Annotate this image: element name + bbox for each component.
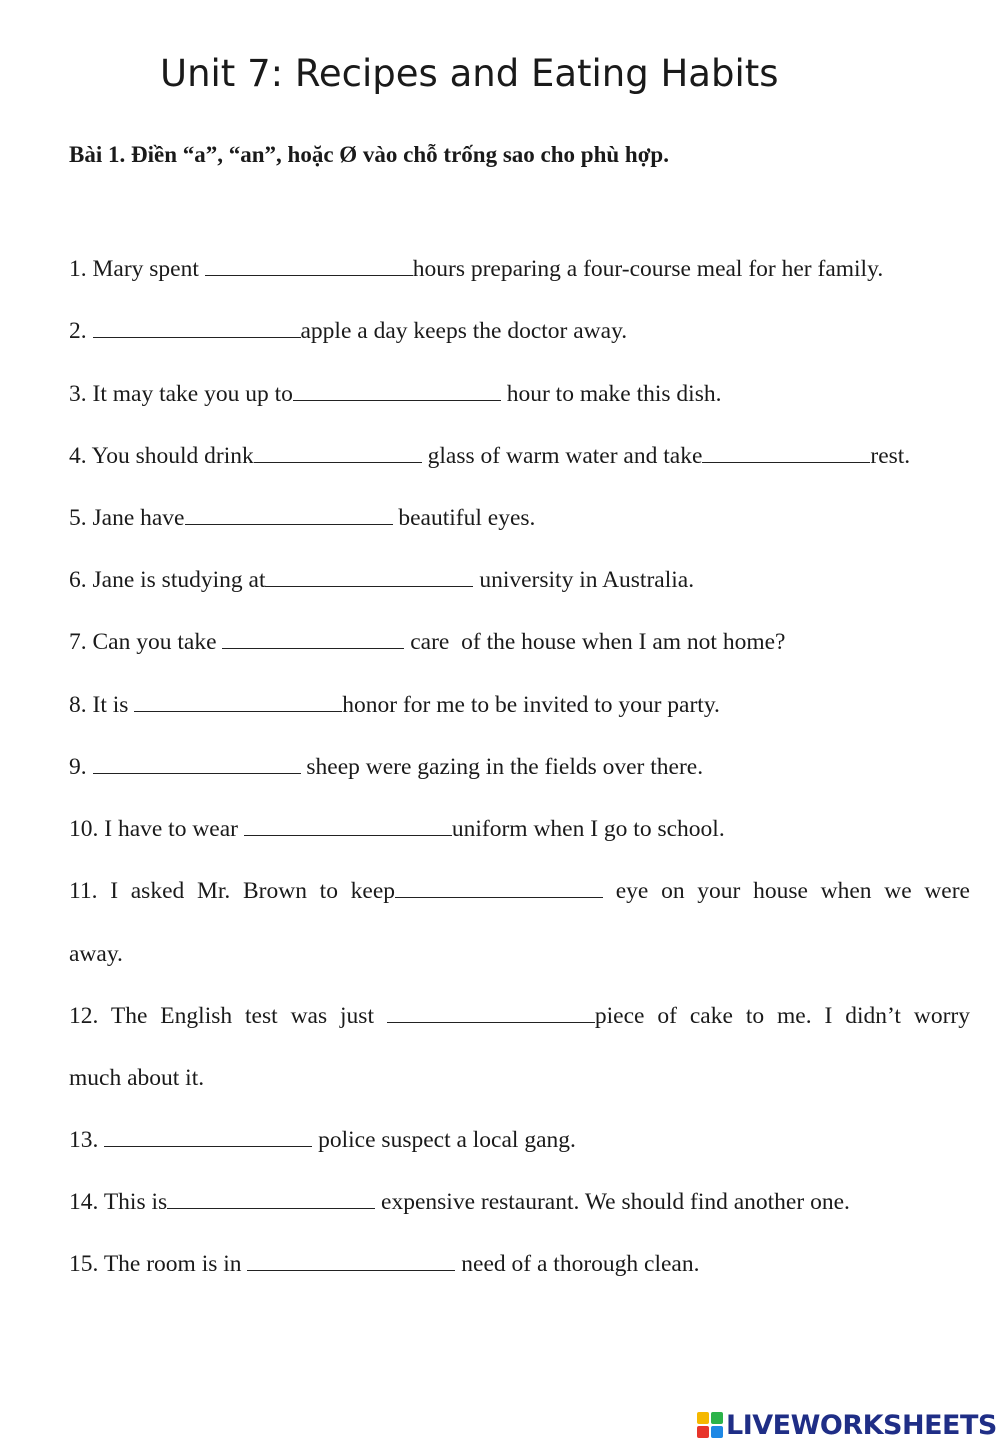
question-5 [69, 505, 535, 532]
question-10 [69, 816, 725, 843]
question-text: beautiful eyes. [392, 505, 536, 531]
question-text: university in Australia. [473, 567, 695, 593]
question-6 [69, 567, 694, 594]
logo-square [697, 1412, 709, 1424]
question-text: 13. [69, 1127, 105, 1153]
answer-blank[interactable] [93, 319, 301, 338]
question-text: 8. It is [69, 692, 135, 718]
question-12 [69, 1003, 970, 1030]
question-text: 9. [69, 754, 93, 780]
question-text: 6. Jane is studying at [69, 567, 266, 593]
question-text: uniform when I go to school. [451, 816, 725, 842]
answer-blank[interactable] [205, 257, 413, 276]
answer-blank[interactable] [293, 382, 501, 401]
answer-blank[interactable] [93, 755, 301, 774]
question-text: apple a day keeps the doctor away. [300, 318, 628, 344]
question-text: 1. Mary spent [69, 256, 205, 282]
question-11 [69, 878, 970, 905]
question-11-continuation: away. [69, 941, 123, 967]
answer-blank[interactable] [185, 506, 393, 525]
question-text: 12. The English test was just [69, 1003, 387, 1029]
answer-blank[interactable] [265, 568, 473, 587]
question-text: eye on your house when we were [603, 878, 970, 904]
question-1 [69, 256, 883, 283]
logo-square [697, 1426, 709, 1438]
question-text: 3. It may take you up to [69, 381, 293, 407]
logo-mark-icon [697, 1412, 723, 1438]
answer-blank[interactable] [167, 1190, 375, 1209]
question-text: 4. You should drink [69, 443, 254, 469]
question-15 [69, 1251, 699, 1278]
page-title: Unit 7: Recipes and Eating Habits [160, 52, 779, 95]
question-2 [69, 318, 627, 345]
question-text: 11. I asked Mr. Brown to keep [69, 878, 396, 904]
question-text: hours preparing a four-course meal for her family. [412, 256, 884, 282]
answer-blank[interactable] [247, 1252, 455, 1271]
answer-blank[interactable] [702, 444, 870, 463]
question-text: expensive restaurant. We should find another one. [375, 1189, 850, 1215]
question-text: piece of cake to me. I didn’t worry [594, 1003, 970, 1029]
question-text: 7. Can you take [69, 629, 223, 655]
question-14 [69, 1189, 850, 1216]
exercise-instruction: Bài 1. Điền “a”, “an”, hoặc Ø vào chỗ trống sao cho phù hợp. [69, 142, 669, 167]
logo-square [711, 1412, 723, 1424]
question-text: 5. Jane have [69, 505, 185, 531]
logo-text: LIVEWORKSHEETS [726, 1409, 997, 1441]
answer-blank[interactable] [244, 817, 452, 836]
question-text: 10. I have to wear [69, 816, 244, 842]
question-text: 15. The room is in [69, 1251, 248, 1277]
question-13 [69, 1127, 576, 1154]
answer-blank[interactable] [222, 630, 404, 649]
question-text: hour to make this dish. [500, 381, 722, 407]
question-9 [69, 754, 703, 781]
question-text: 2. [69, 318, 93, 344]
answer-blank[interactable] [104, 1128, 312, 1147]
question-7 [69, 629, 785, 656]
question-text: police suspect a local gang. [312, 1127, 576, 1153]
question-text: glass of warm water and take [421, 443, 703, 469]
question-12-continuation: much about it. [69, 1065, 205, 1091]
logo-square [711, 1426, 723, 1438]
question-text: honor for me to be invited to your party. [342, 692, 720, 718]
question-text: care of the house when I am not home? [404, 629, 786, 655]
answer-blank[interactable] [387, 1004, 595, 1023]
question-text: need of a thorough clean. [455, 1251, 700, 1277]
question-4 [69, 443, 910, 470]
question-text: rest. [870, 443, 911, 469]
question-text: 14. This is [69, 1189, 168, 1215]
question-8 [69, 692, 720, 719]
answer-blank[interactable] [254, 444, 422, 463]
answer-blank[interactable] [134, 693, 342, 712]
answer-blank[interactable] [395, 879, 603, 898]
liveworksheets-logo[interactable] [697, 1409, 997, 1441]
question-3 [69, 381, 721, 408]
question-text: sheep were gazing in the fields over there. [300, 754, 704, 780]
